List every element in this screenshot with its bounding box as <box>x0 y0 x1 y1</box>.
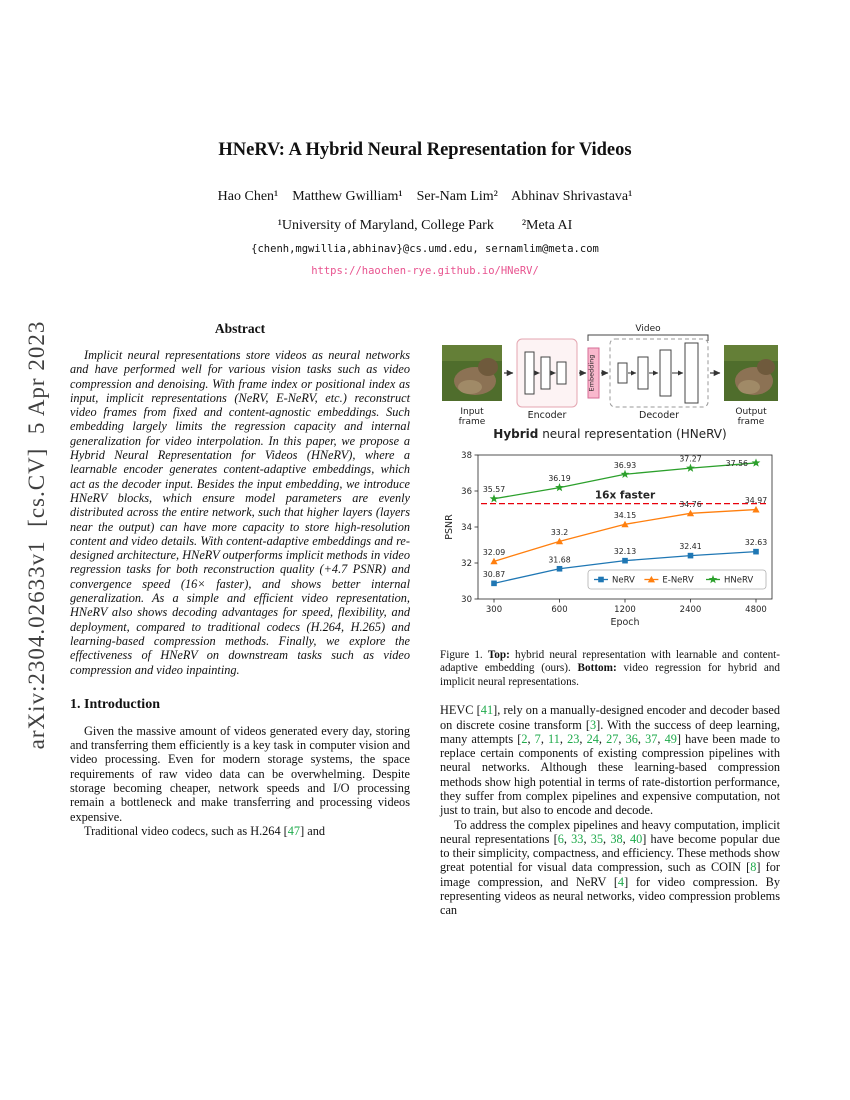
emails-line: {chenh,mgwillia,abhinav}@cs.umd.edu, sernamlim@meta.com <box>251 243 599 255</box>
point-label: 32.09 <box>482 547 506 557</box>
y-tick-label: 30 <box>461 595 472 605</box>
decoder-layer <box>685 343 698 403</box>
encoder-layer <box>541 357 550 389</box>
figure1-subcaption: Hybrid neural representation (HNeRV) <box>493 427 727 441</box>
point-label: 32.41 <box>679 542 702 552</box>
point-label: 32.63 <box>744 538 768 548</box>
x-tick-label: 300 <box>485 605 503 615</box>
x-tick-label: 600 <box>551 605 568 615</box>
input-frame-label: frame <box>458 417 486 427</box>
video-label: Video <box>635 324 661 334</box>
input-frame-label: Input <box>460 407 484 417</box>
point-label: 30.87 <box>482 569 506 579</box>
decoder-layer <box>618 363 627 383</box>
point-label: 37.56 <box>725 458 748 468</box>
point-label: 36.93 <box>613 460 637 470</box>
left-column <box>70 321 410 838</box>
point-label: 35.57 <box>482 485 506 495</box>
x-tick-label: 4800 <box>745 605 767 615</box>
paper-title: HNeRV: A Hybrid Neural Representation for Videos <box>218 140 632 160</box>
two-column-body <box>70 321 780 918</box>
abstract-heading: Abstract <box>214 321 266 336</box>
x-tick-label: 1200 <box>614 605 636 615</box>
encoder-layer <box>525 352 534 394</box>
intro-paragraph-2: Traditional video codecs, such as H.264 [47] and <box>84 823 326 838</box>
input-frame-image <box>442 345 502 401</box>
encoder-label: Encoder <box>527 410 567 421</box>
abstract-text: Implicit neural representations store videos as neural networks and have performed well for various vision tasks such as video compression and denoising. With frame index or positional index as input, implicit representations (NeRV, E-NeRV, etc.) reconstruct video frames from fixed and content-agnostic embeddings. Such embedding largely limits the regression capacity and internal generalization for video interpolation. In this paper, we propose a Hybrid Neural Representation for Videos (HNeRV), where a learnable encoder generates content-adaptive embeddings, which act as the decoder input. Besides the input embedding, we introduce HNeRV blocks, which ensure model parameters are evenly distributed across the entire network, such that higher layers (layers near the output) can have more capacity to store high-resolution content and video details. With content-adaptive embeddings and re-designed architecture, HNeRV outperforms implicit methods in video regression tasks for both reconstruction quality (+4.7 PSNR) and convergence speed (16× faster), and shows better internal generalization. As a simple and efficient video representation, HNeRV also shows decoding advantages for speed, flexibility, and deployment, compared to traditional codecs (H.264, H.265) and learning-based compression methods. Finally, we explore the effectiveness of HNeRV on downstream tasks such as video compression and video inpainting. <box>70 348 410 677</box>
paper-content <box>0 140 850 918</box>
output-frame-image <box>724 345 778 401</box>
figure1 <box>440 321 780 689</box>
encoder-layer <box>557 362 566 384</box>
point-label: 34.97 <box>744 496 768 506</box>
intro-paragraph-1: Given the massive amount of videos generated every day, storing and transferring them efficiently is a key task in computer vision and video processing. Even for modern storage systems, the space requirements of raw video data can be overwhelming. Despite storage becoming cheaper, network speeds and I/O processing remain a bottleneck and make transferring and processing videos expensive. <box>70 723 410 824</box>
decoder-layer <box>638 357 648 389</box>
point-label: 33.2 <box>550 527 569 537</box>
right-column <box>440 321 780 918</box>
decoder-label: Decoder <box>639 410 679 421</box>
x-tick-label: 2400 <box>679 605 702 615</box>
y-tick-label: 38 <box>461 451 472 461</box>
point-label: 34.76 <box>679 499 702 509</box>
right-paragraph-1: HEVC [41], rely on a manually-designed encoder and decoder based on discrete cosine transform [3]. With the success of deep learning, many attempts [2, 7, 11, 23, 24, 27, 36, 37, 49] have been made to replace certain components of existing compression pipelines with neural networks. Although these learning-based compression methods show high potential in terms of rate-distortion performance, they suffer from complex pipelines and expensive computation, not just to train, but also to encode and decode. <box>440 703 781 818</box>
project-url-link[interactable]: https://haochen-rye.github.io/HNeRV/ <box>311 265 539 277</box>
output-frame-label: Output <box>735 407 767 417</box>
annotation-label: 16x faster <box>594 489 656 502</box>
project-url-row <box>70 261 780 279</box>
chart-legend <box>588 570 766 589</box>
legend-label: NeRV <box>612 575 635 586</box>
y-tick-label: 34 <box>461 523 472 533</box>
arxiv-watermark: arXiv:2304.02633v1 [cs.CV] 5 Apr 2023 <box>24 320 49 750</box>
y-tick-label: 32 <box>461 559 472 569</box>
introduction-heading: 1. Introduction <box>70 696 160 712</box>
legend-label: HNeRV <box>724 575 754 586</box>
figure1-caption: Figure 1. Top: hybrid neural representation with learnable and content-adaptive embedding (ours). Bottom: video regression for hybrid and implicit neural representations. <box>440 649 780 688</box>
point-label: 37.27 <box>679 454 702 464</box>
legend-label: E-NeRV <box>662 575 694 586</box>
affiliations-line: ¹University of Maryland, College Park ²Meta AI <box>277 218 573 233</box>
y-tick-label: 36 <box>461 487 472 497</box>
point-label: 31.68 <box>548 555 571 565</box>
point-label: 34.15 <box>613 510 637 520</box>
figure1-chart <box>442 447 778 637</box>
right-paragraph-2: To address the complex pipelines and heavy computation, implicit neural representations [6, 33, 35, 38, 40] have become popular due to their simplicity, compactness, and efficiency. These methods show great potential for visual data compression, such as COIN [8] for image compression, and NeRV [4] for video compression. By representing videos as neural networks, video compression problems can <box>440 817 780 918</box>
embedding-label: Embedding <box>587 354 596 392</box>
point-label: 36.19 <box>548 474 571 484</box>
authors-line: Hao Chen¹ Matthew Gwilliam¹ Ser-Nam Lim² Abhinav Shrivastava¹ <box>217 189 633 204</box>
y-axis-label: PSNR <box>444 514 455 540</box>
figure1-diagram <box>442 321 778 441</box>
x-axis-label: Epoch <box>610 617 640 628</box>
point-label: 32.13 <box>613 547 637 557</box>
decoder-layer <box>660 350 671 396</box>
output-frame-label: frame <box>737 417 765 427</box>
